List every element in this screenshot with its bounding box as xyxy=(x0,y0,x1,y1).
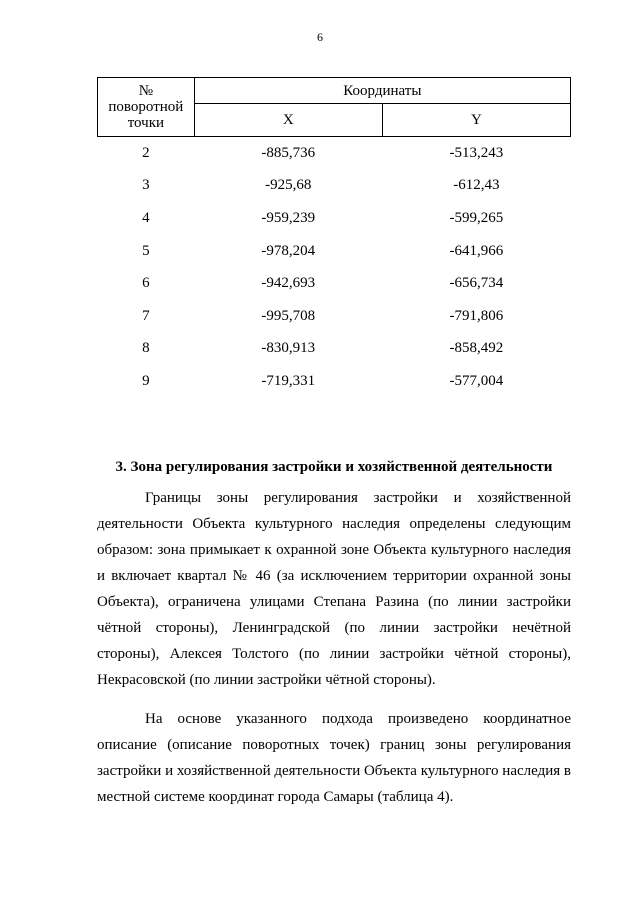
x-cell: -942,693 xyxy=(261,275,316,292)
point-cell: 5 xyxy=(142,242,150,259)
point-cell: 3 xyxy=(142,177,150,194)
y-cell: -656,734 xyxy=(449,275,504,292)
section-heading: 3. Зона регулирования застройки и хозяйственной деятельности xyxy=(115,459,553,475)
table-row xyxy=(98,267,571,300)
x-cell: -959,239 xyxy=(261,209,316,226)
table-row xyxy=(98,137,571,170)
x-column-header: X xyxy=(194,104,382,137)
y-cell: -858,492 xyxy=(449,340,504,357)
table-row xyxy=(98,365,571,398)
point-cell: 2 xyxy=(142,144,150,161)
table-row xyxy=(98,170,571,203)
y-cell: -513,243 xyxy=(449,144,504,161)
point-cell: 4 xyxy=(142,209,150,226)
y-cell: -641,966 xyxy=(449,242,504,259)
point-cell: 7 xyxy=(142,307,150,324)
y-cell: -791,806 xyxy=(449,307,504,324)
table-header-row xyxy=(98,78,571,104)
point-cell: 9 xyxy=(142,372,150,389)
x-cell: -995,708 xyxy=(261,307,316,324)
table-row xyxy=(98,300,571,333)
y-cell: -577,004 xyxy=(449,372,504,389)
body-paragraph: На основе указанного подхода произведено координатное описание (описание поворотных точек) границ зоны регулирования застройки и хозяйственной деятельности Объекта культурного наследия в местной системе координат города Самары (таблица 4). xyxy=(97,711,571,805)
table-row xyxy=(98,333,571,366)
y-column-header: Y xyxy=(382,104,570,137)
point-cell: 8 xyxy=(142,340,150,357)
point-number-header xyxy=(98,78,195,137)
coordinates-table xyxy=(97,77,571,398)
point-cell: 6 xyxy=(142,275,150,292)
coordinates-header: Координаты xyxy=(194,78,570,104)
x-cell: -830,913 xyxy=(261,340,316,357)
table-row xyxy=(98,202,571,235)
point-number-header-line1: № xyxy=(138,83,153,99)
x-cell: -719,331 xyxy=(261,372,316,389)
x-cell: -925,68 xyxy=(265,177,312,194)
y-cell: -612,43 xyxy=(453,177,500,194)
page-number: 6 xyxy=(317,30,323,44)
point-number-header-line2: поворотной xyxy=(108,99,184,115)
x-cell: -885,736 xyxy=(261,144,316,161)
x-cell: -978,204 xyxy=(261,242,316,259)
y-cell: -599,265 xyxy=(449,209,504,226)
point-number-header-line3: точки xyxy=(127,115,165,131)
body-paragraph: Границы зоны регулирования застройки и хозяйственной деятельности Объекта культурного наследия определены следующим образом: зона примыкает к охранной зоне Объекта культурного наследия и включает квартал № 46 (за исключением территории охранной зоны Объекта), ограничена улицами Степана Разина (по линии застройки чётной стороны), Ленинградской (по линии застройки нечётной стороны), Алексея Толстого (по линии застройки чётной стороны), Некрасовской (по линии застройки чётной стороны). xyxy=(97,490,571,688)
table-row xyxy=(98,235,571,268)
